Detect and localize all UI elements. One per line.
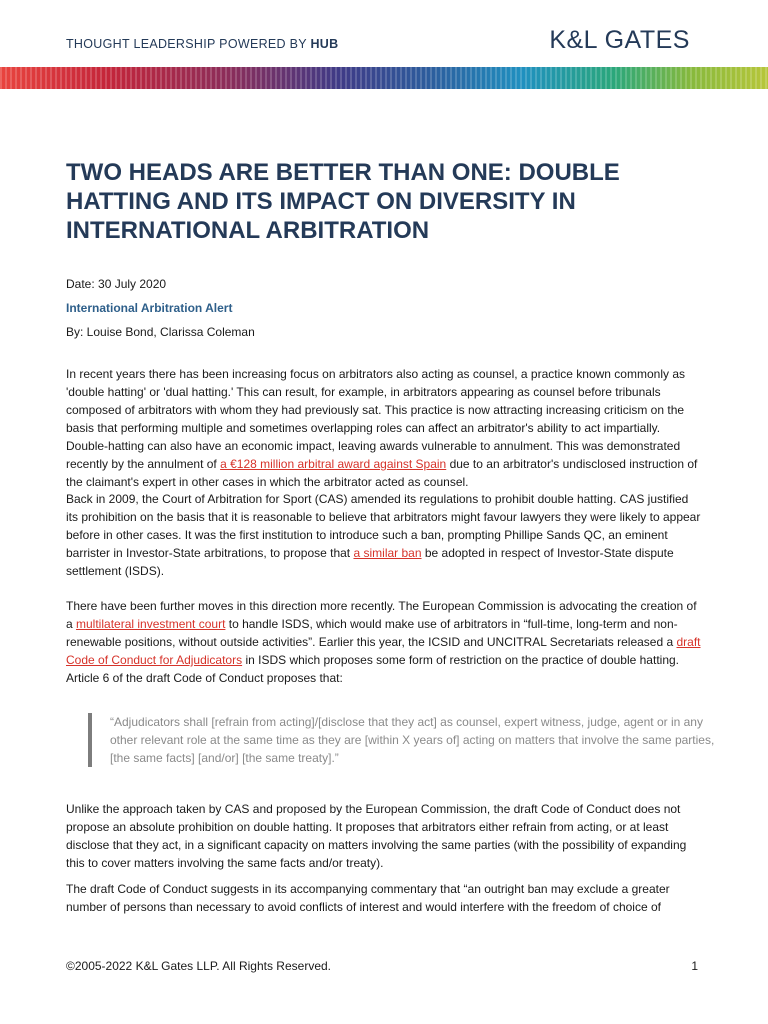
- paragraph-4: [66, 800, 702, 880]
- paragraph-5: [66, 880, 702, 924]
- paragraph-3-text-b: to handle ISDS, which would make use of arbitrators in “full-time, long-term and non-renewable positions, without outside activities”. Earlier this year, the ICSID and UNCITRAL Secretariats released a: [66, 617, 678, 649]
- paragraph-2-text-b: be adopted in respect of Investor-State dispute settlement (ISDS).: [66, 546, 674, 578]
- paragraph-1-text-b: due to an arbitrator's undisclosed instruction of the claimant's expert in other cases in which the arbitrator acted as counsel.: [66, 457, 698, 489]
- article-type: International Arbitration Alert: [66, 301, 233, 315]
- paragraph-3: [66, 597, 702, 695]
- article-date: Date: 30 July 2020: [66, 277, 167, 291]
- kl-gates-logo: K&L GATES: [549, 26, 690, 54]
- page-header: [0, 0, 768, 90]
- paragraph-3-text-a: There have been further moves in this direction more recently. The European Commission is advocating the creation of a: [66, 599, 697, 631]
- page-number: 1: [691, 959, 698, 973]
- link-similar-ban[interactable]: a similar ban: [353, 546, 422, 560]
- paragraph-2-text-a: Back in 2009, the Court of Arbitration for Sport (CAS) amended its regulations to prohibit double hatting. CAS justified its prohibition on the basis that it is reasonable to believe that arbitrators might favour lawyers they were likely to appear before in other cases. It was the first institution to introduce such a ban, prompting Phillipe Sands QC, an eminent barrister in Investor-State arbitrations, to propose that: [66, 492, 701, 560]
- link-multilateral-investment-court[interactable]: multilateral investment court: [76, 617, 226, 631]
- paragraph-2: [66, 490, 702, 588]
- link-draft-code-of-conduct[interactable]: draft Code of Conduct for Adjudicators: [66, 635, 701, 667]
- link-award-against-spain[interactable]: a €128 million arbitral award against Spain: [220, 457, 447, 471]
- paragraph-1: [66, 365, 702, 499]
- paragraph-1-text-a: In recent years there has been increasing focus on arbitrators also acting as counsel, a practice known commonly as 'double hatting' or 'dual hatting.' This can result, for example, in arbitrators appearing as counsel before tribunals composed of arbitrators with whom they had previously sat. This practice is now attracting increasing criticism on the basis that performing multiple and sometimes overlapping roles can affect an arbitrator's ability to act impartially. Double-hatting can also have an economic impact, leaving awards vulnerable to annulment. This was demonstrated recently by the annulment of: [66, 367, 685, 471]
- article-authors: By: Louise Bond, Clarissa Coleman: [66, 325, 255, 339]
- paragraph-3-text-c: in ISDS which proposes some form of restriction on the practice of double hatting. Article 6 of the draft Code of Conduct proposes that:: [66, 653, 679, 685]
- article-title: TWO HEADS ARE BETTER THAN ONE: DOUBLE HATTING AND ITS IMPACT ON DIVERSITY IN INTERNATIONAL ARBITRATION: [66, 159, 620, 244]
- block-quote: “Adjudicators shall [refrain from acting]/[disclose that they act] as counsel, expert witness, judge, agent or in any other relevant role at the same time as they are [within X years of] acting on matters that involve the same parties, [the same facts] [and/or] [the same treaty].”: [88, 713, 722, 767]
- hub-tagline: [66, 37, 338, 51]
- paragraph-5-text: The draft Code of Conduct suggests in its accompanying commentary that “an outright ban may exclude a greater number of persons than necessary to avoid conflicts of interest and would interfere with the freedom of choice of: [66, 882, 670, 914]
- color-gradient-banner: [0, 67, 768, 89]
- footer-copyright: ©2005-2022 K&L Gates LLP. All Rights Reserved.: [66, 959, 332, 973]
- tagline-prefix: THOUGHT LEADERSHIP POWERED BY: [66, 37, 311, 51]
- tagline-hub: HUB: [310, 37, 339, 51]
- paragraph-4-text: Unlike the approach taken by CAS and proposed by the European Commission, the draft Code of Conduct does not propose an absolute prohibition on double hatting. It proposes that arbitrators either refrain from acting, or at least disclose that they act, in a significant capacity on matters involving the same parties (with the possibility of expanding this to cover matters involving the same facts and/or treaty).: [66, 802, 687, 870]
